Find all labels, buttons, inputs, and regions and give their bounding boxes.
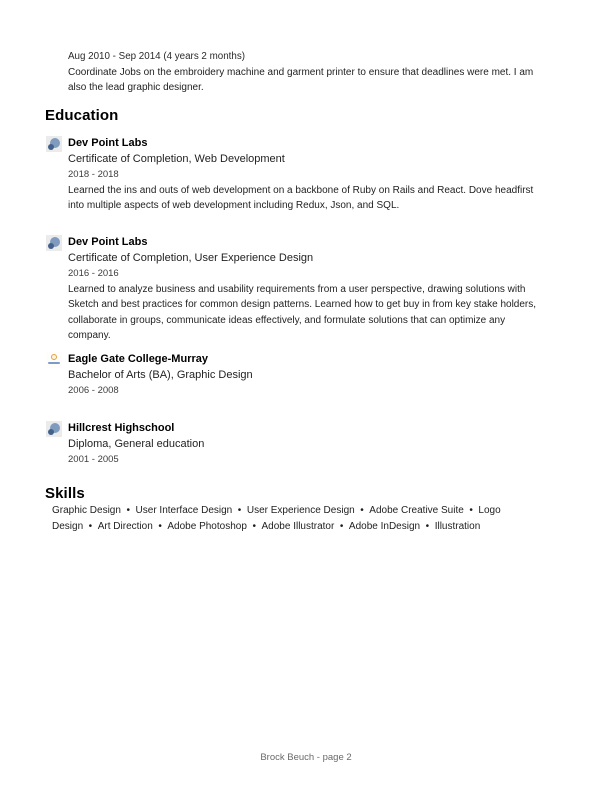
school-name: Dev Point Labs bbox=[68, 236, 148, 248]
education-entry bbox=[46, 351, 558, 398]
experience-date-range: Aug 2010 - Sep 2014 (4 years 2 months) bbox=[68, 51, 245, 62]
education-entry-text bbox=[68, 135, 558, 214]
degree-name: Bachelor of Arts (BA), Graphic Design bbox=[68, 368, 253, 381]
dev-point-labs-logo-icon bbox=[46, 136, 62, 152]
education-entry bbox=[46, 135, 558, 214]
school-placeholder-logo-icon bbox=[46, 421, 62, 437]
school-name: Hillcrest Highschool bbox=[68, 422, 175, 434]
education-entry bbox=[46, 420, 558, 467]
experience-continuation bbox=[68, 49, 546, 96]
page-footer: Brock Beuch - page 2 bbox=[260, 752, 352, 763]
education-dates: 2001 - 2005 bbox=[68, 453, 119, 465]
experience-description: Coordinate Jobs on the embroidery machine and garment printer to ensure that deadlines were met. I am also the lead graphic designer. bbox=[68, 66, 534, 93]
education-description: Learned to analyze business and usability requirements from a user perspective, drawing solutions with Sketch and best practices for common design patterns. Learned how to get buy in from key stake holders, collaborate in groups, communicate ideas effectively, and formulate solutions that can optimize any company. bbox=[68, 283, 537, 341]
education-dates: 2018 - 2018 bbox=[68, 168, 119, 180]
education-dates: 2016 - 2016 bbox=[68, 267, 119, 279]
education-entry-text bbox=[68, 351, 558, 398]
degree-name: Certificate of Completion, User Experience Design bbox=[68, 251, 314, 264]
skills-list: Graphic Design • User Interface Design • User Experience Design • Adobe Creative Suite • Logo Design • Art Direction • Adobe Photoshop • Adobe Illustrator • Adobe InDesign • Illustration bbox=[52, 505, 501, 532]
education-entry-text bbox=[68, 234, 558, 344]
education-entry bbox=[46, 234, 558, 344]
dev-point-labs-logo-icon bbox=[46, 235, 62, 251]
school-name: Dev Point Labs bbox=[68, 137, 148, 149]
education-entry-text bbox=[68, 420, 558, 467]
degree-name: Diploma, General education bbox=[68, 437, 205, 450]
skills-heading: Skills bbox=[45, 485, 85, 502]
education-dates: 2006 - 2008 bbox=[68, 384, 119, 396]
school-name: Eagle Gate College-Murray bbox=[68, 353, 208, 365]
education-description: Learned the ins and outs of web development on a backbone of Ruby on Rails and React. Dove headfirst into multiple aspects of web development including Redux, Json, and SQL. bbox=[68, 184, 534, 211]
education-heading: Education bbox=[45, 107, 119, 124]
degree-name: Certificate of Completion, Web Development bbox=[68, 152, 285, 165]
eagle-gate-college-logo-icon bbox=[46, 352, 62, 368]
